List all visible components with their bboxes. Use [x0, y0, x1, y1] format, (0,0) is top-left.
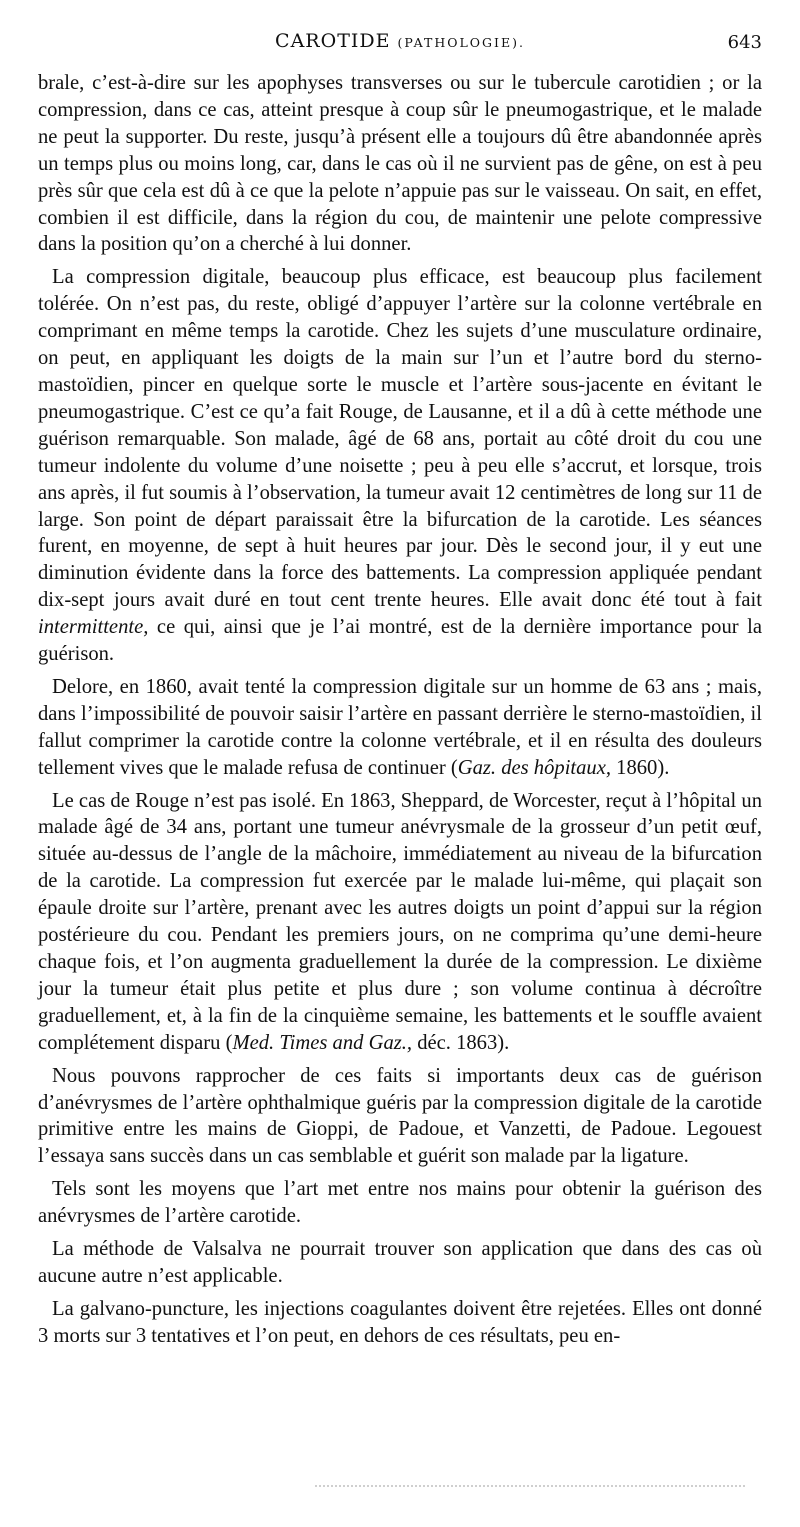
paragraph-text: déc. 1863). [412, 1031, 510, 1054]
paragraph-text: La compression digitale, beaucoup plus efficace, est beaucoup plus facilement tolérée. On n’est pas, du reste, obligé d’appuyer l’artère sur la colonne vertébrale en comprimant en même temps la carotide. Chez les sujets d’une musculature ordinaire, on peut, en appliquant les doigts de la main sur l’un et l’autre bord du sterno-mastoïdien, pincer en quelque sorte le muscle et l’artère sous-jacente en évitant le pneumogastrique. C’est ce qu’a fait Rouge, de Lausanne, et il a dû à cette méthode une guérison remarquable. Son malade, âgé de 68 ans, portait au côté droit du cou une tumeur indolente du volume d’une noisette ; peu à peu elle s’accrut, et lorsque, trois ans après, il fut soumis à l’observation, la tumeur avait 12 centimètres de long sur 11 de large. Son point de départ paraissait être la bifurcation de la carotide. Les séances furent, en moyenne, de sept à huit heures par jour. Dès le second jour, il y eut une diminution évidente dans la force des battements. La compression appliquée pendant dix-sept jours avait duré en tout cent trente heures. Elle avait donc été tout à fait [38, 266, 762, 612]
page-bottom-smudge [315, 1485, 745, 1492]
paragraph-6 [38, 1176, 762, 1230]
citation-italic-text: Med. Times and Gaz., [232, 1031, 413, 1054]
paragraph-text: Delore, en 1860, avait tenté la compression digitale sur un homme de 63 ans ; mais, dans l’impossibilité de pouvoir saisir l’artère en passant derrière le sterno-mastoïdien, il fallut comprimer la carotide contre la colonne vertébrale, et il en résulta des douleurs tellement vives que le malade refusa de continuer ( [38, 675, 762, 779]
paragraph-text: 1860). [611, 756, 670, 779]
paragraph-8 [38, 1296, 762, 1350]
document-page [38, 30, 762, 1356]
paragraph-text: La galvano-puncture, les injections coagulantes doivent être rejetées. Elles ont donné 3 morts sur 3 tentatives et l’on peut, en dehors de ces résultats, peu en- [38, 1297, 762, 1347]
paragraph-text: Nous pouvons rapprocher de ces faits si importants deux cas de guérison d’anévrysmes de l’artère ophthalmique guéris par la compression digitale de la carotide primitive entre les mains de Gioppi, de Padoue, et Vanzetti, de Padoue. Legouest l’essaya sans succès dans un cas semblable et guérit son malade par la ligature. [38, 1064, 762, 1168]
paragraph-text: ce qui, ainsi que je l’ai montré, est de la dernière importance pour la guérison. [38, 616, 762, 666]
paragraph-text: Le cas de Rouge n’est pas isolé. En 1863, Sheppard, de Worcester, reçut à l’hôpital un malade âgé de 34 ans, portant une tumeur anévrysmale de la grosseur d’un petit œuf, située au-dessus de l’angle de la mâchoire, immédiatement au niveau de la bifurcation de la carotide. La compression fut exercée par le malade lui-même, qui plaçait son épaule droite sur l’artère, prenant avec les autres doigts un point d’appui sur la région postérieure du cou. Pendant les premiers jours, on ne comprima qu’une demi-heure chaque fois, et l’on augmenta graduellement la durée de la compression. Le dixième jour la tumeur était plus petite et plus dure ; son volume continua à décroître graduellement, et, à la fin de la cinquième semaine, les battements et le souffle avaient complétement disparu ( [38, 789, 762, 1054]
paragraph-text: brale, c’est-à-dire sur les apophyses transverses ou sur le tubercule carotidien ; or la compression, dans ce cas, atteint presque à coup sûr le pneumogastrique, et le malade ne peut la supporter. Du reste, jusqu’à présent elle a toujours dû être abandonnée après un temps plus ou moins long, car, dans le cas où il ne survient pas de gêne, on est à peu près sûr que cela est dû à ce que la pelote n’appuie pas sur le vaisseau. On sait, en effet, combien il est difficile, dans la région du cou, de maintenir une pelote compressive dans la position qu’on a cherché à lui donner. [38, 72, 762, 256]
paragraph-text: Tels sont les moyens que l’art met entre nos mains pour obtenir la guérison des anévrysmes de l’artère carotide. [38, 1178, 762, 1228]
paragraph-italic-text: intermittente, [38, 616, 149, 639]
paragraph-3 [38, 674, 762, 782]
running-header [38, 30, 762, 56]
paragraph-4 [38, 788, 762, 1057]
citation-italic-text: Gaz. des hôpitaux, [457, 756, 612, 779]
paragraph-5 [38, 1063, 762, 1171]
paragraph-text: La méthode de Valsalva ne pourrait trouver son application que dans des cas où aucune autre n’est applicable. [38, 1238, 762, 1287]
body-text [38, 70, 762, 1350]
header-title: CAROTIDE [275, 30, 391, 52]
header-subtitle: (PATHOLOGIE). [397, 35, 525, 50]
page-number: 643 [727, 32, 762, 53]
paragraph-1 [38, 70, 762, 258]
paragraph-2 [38, 264, 762, 668]
paragraph-7 [38, 1236, 762, 1290]
